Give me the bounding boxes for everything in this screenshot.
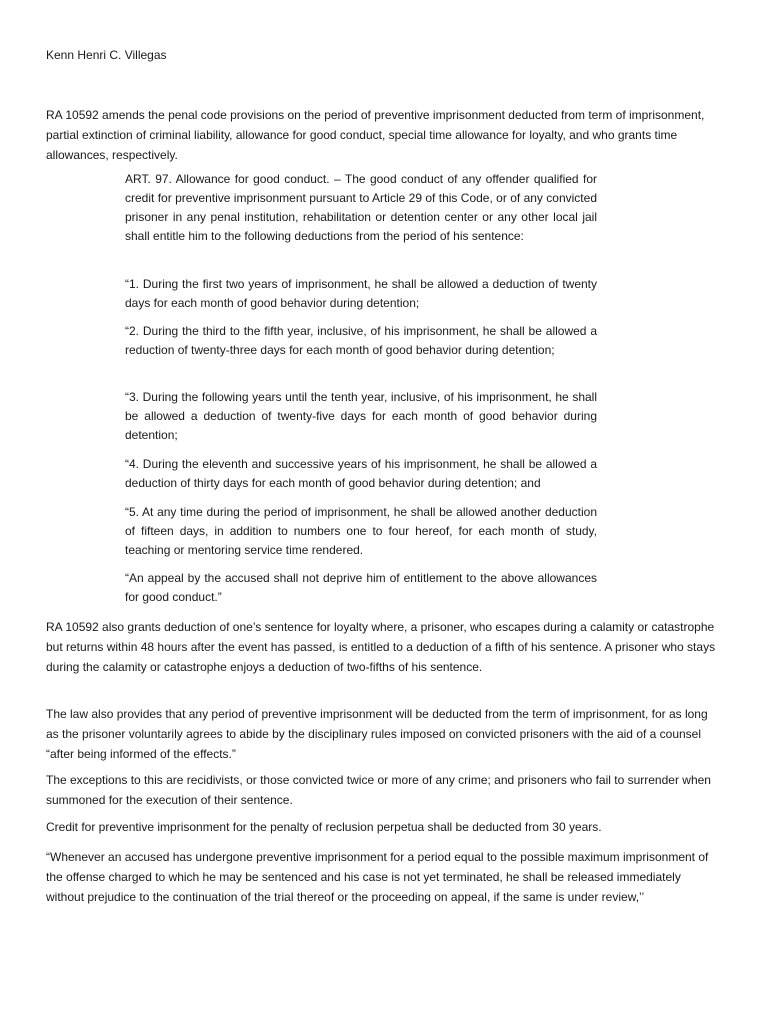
loyalty-paragraph: RA 10592 also grants deduction of one’s sentence for loyalty where, a prisoner, who escapes during a calamity or catastrophe but returns within 48 hours after the event has passed, is entitled to a deduction of a fifth of his sentence. A prisoner who stays during the calamity or catastrophe enjoys a deduction of two-fifths of his sentence. [46,620,716,674]
intro-paragraph: RA 10592 amends the penal code provisions on the period of preventive imprisonment deducted from term of imprisonment, partial extinction of criminal liability, allowance for good conduct, special time allowance for loyalty, and who grants time allowances, respectively. [46,108,705,162]
deduction-item-2: “2. During the third to the fifth year, inclusive, of his imprisonment, he shall be allowed a reduction of twenty-three days for each month of good behavior during detention; [125,324,597,357]
deduction-item-5: “5. At any time during the period of imprisonment, he shall be allowed another deduction of fifteen days, in addition to numbers one to four hereof, for each month of study, teaching or mentoring service time rendered. [125,505,597,557]
appeal-paragraph: “An appeal by the accused shall not deprive him of entitlement to the above allowances for good conduct.” [125,571,597,604]
closing-quote-paragraph: “Whenever an accused has undergone preventive imprisonment for a period equal to the possible maximum imprisonment of the offense charged to which he may be sentenced and his case is not yet terminated, he shall be released immediately without prejudice to the continuation of the trial thereof or the proceeding on appeal, if the same is under review,’’ [46,850,709,904]
deduction-item-4: “4. During the eleventh and successive years of his imprisonment, he shall be allowed a deduction of thirty days for each month of good behavior during detention; and [125,457,597,490]
article-97-paragraph: ART. 97. Allowance for good conduct. – The good conduct of any offender qualified for credit for preventive imprisonment pursuant to Article 29 of this Code, or of any convicted prisoner in any penal institution, rehabilitation or detention center or any other local jail shall entitle him to the following deductions from the period of his sentence: [125,172,597,243]
law-provision-paragraph: The law also provides that any period of preventive imprisonment will be deducted from the term of imprisonment, for as long as the prisoner voluntarily agrees to abide by the disciplinary rules imposed on convicted prisoners with the aid of a counsel “after being informed of the effects.” [46,707,708,761]
deduction-item-1: “1. During the first two years of imprisonment, he shall be allowed a deduction of twenty days for each month of good behavior during detention; [125,277,597,310]
credit-paragraph: Credit for preventive imprisonment for the penalty of reclusion perpetua shall be deducted from 30 years. [46,820,602,834]
exceptions-paragraph: The exceptions to this are recidivists, or those convicted twice or more of any crime; and prisoners who fail to surrender when summoned for the execution of their sentence. [46,773,711,807]
author-name: Kenn Henri C. Villegas [46,48,167,62]
deduction-item-3: “3. During the following years until the tenth year, inclusive, of his imprisonment, he shall be allowed a deduction of twenty-five days for each month of good behavior during detention; [125,390,597,442]
